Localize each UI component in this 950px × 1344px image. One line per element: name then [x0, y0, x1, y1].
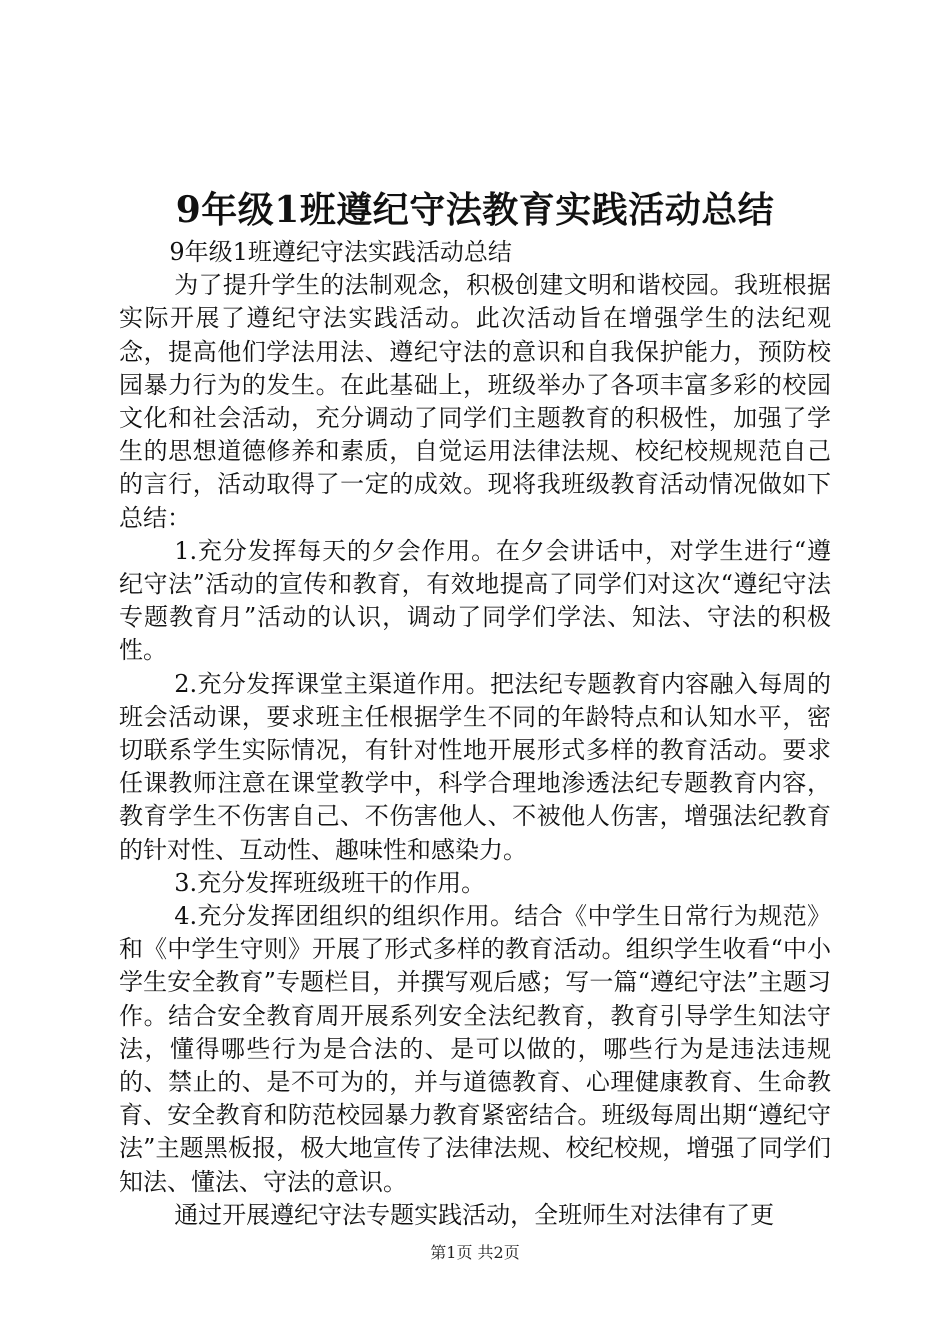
page-footer: 第1页 共2页 — [430, 1243, 520, 1262]
paragraph-item-1: 1.充分发挥每天的夕会作用。在夕会讲话中，对学生进行“遵纪守法”活动的宣传和教育，有效地提高了同学们对这次“遵纪守法专题教育月”活动的认识，调动了同学们学法、知法、守法的积极性。 — [119, 536, 831, 665]
paragraph-item-3: 3.充分发挥班级班干的作用。 — [174, 868, 486, 897]
paragraph-item-2: 2.充分发挥课堂主渠道作用。把法纪专题教育内容融入每周的班会活动课，要求班主任根据学生不同的年龄特点和认知水平，密切联系学生实际情况，有针对性地开展形式多样的教育活动。要求任课教师注意在课堂教学中，科学合理地渗透法纪专题教育内容，教育学生不伤害自己、不伤害他人、不被他人伤害，增强法纪教育的针对性、互动性、趣味性和感染力。 — [119, 669, 831, 864]
document-body — [119, 236, 831, 1232]
paragraph-intro: 为了提升学生的法制观念，积极创建文明和谐校园。我班根据实际开展了遵纪守法实践活动。此次活动旨在增强学生的法纪观念，提高他们学法用法、遵纪守法的意识和自我保护能力，预防校园暴力行为的发生。在此基础上，班级举办了各项丰富多彩的校园文化和社会活动，充分调动了同学们主题教育的积极性，加强了学生的思想道德修养和素质，自觉运用法律法规、校纪校规规范自己的言行，活动取得了一定的成效。现将我班级教育活动情况做如下总结： — [119, 271, 831, 532]
document-subtitle: 9年级1班遵纪守法实践活动总结 — [169, 238, 512, 266]
document-title: 9年级1班遵纪守法教育实践活动总结 — [175, 189, 775, 231]
paragraph-item-4: 4.充分发挥团组织的组织作用。结合《中学生日常行为规范》和《中学生守则》开展了形式多样的教育活动。组织学生收看“中小学生安全教育”专题栏目，并撰写观后感；写一篇“遵纪守法”主题习作。结合安全教育周开展系列安全法纪教育，教育引导学生知法守法，懂得哪些行为是合法的、是可以做的，哪些行为是违法违规的、禁止的、是不可为的，并与道德教育、心理健康教育、生命教育、安全教育和防范校园暴力教育紧密结合。班级每周出期“遵纪守法”主题黑板报，极大地宣传了法律法规、校纪校规，增强了同学们知法、懂法、守法的意识。 — [119, 902, 831, 1196]
paragraph-conclusion: 通过开展遵纪守法专题实践活动，全班师生对法律有了更 — [174, 1200, 775, 1229]
